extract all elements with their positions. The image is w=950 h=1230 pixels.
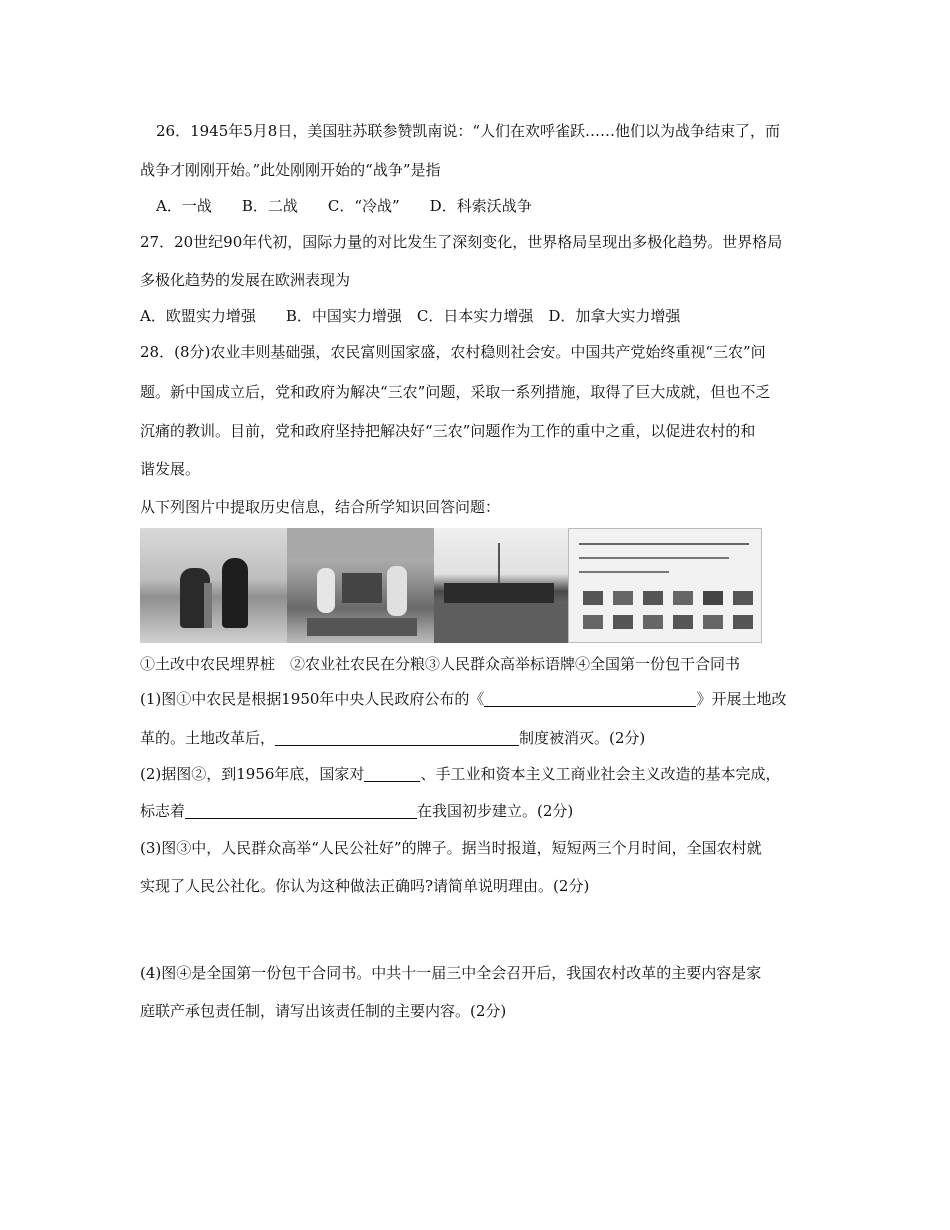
q28-sub2-line2 [140, 801, 573, 821]
q28-line2: 题。新中国成立后，党和政府为解决“三农”问题，采取一系列措施，取得了巨大成就，但也不乏 [140, 383, 771, 401]
answer-blank-transformation-target[interactable] [364, 765, 420, 782]
q28-sub1-line2 [140, 728, 645, 748]
q28-sub1-text-a: (1)图①中农民是根据1950年中央人民政府公布的《 [140, 690, 485, 708]
q28-sub3-line2: 实现了人民公社化。你认为这种做法正确吗?请简单说明理由。(2分) [140, 877, 590, 895]
q28-sub3-line1: (3)图③中，人民群众高举“人民公社好”的牌子。据当时报道，短短两三个月时间，全国农村就 [140, 839, 762, 857]
q27-line1: 27．20世纪90年代初，国际力量的对比发生了深刻变化，世界格局呈现出多极化趋势。世界格局 [140, 233, 783, 251]
q28-prompt: 从下列图片中提取历史信息，结合所学知识回答问题： [140, 498, 501, 516]
q28-sub1-line1 [140, 689, 786, 709]
answer-blank-system-established[interactable] [185, 802, 417, 819]
photo-grain-distribution [287, 528, 434, 643]
q28-sub1-text-b: 》开展土地改 [696, 690, 787, 708]
photo-captions: ①土改中农民埋界桩 ②农业社农民在分粮③人民群众高举标语牌④全国第一份包干合同书 [140, 655, 741, 673]
q28-sub1-text-c: 革的。土地改革后， [140, 729, 276, 747]
photo-boundary-stake [140, 528, 287, 643]
q26-line1: 26．1945年5月8日，美国驻苏联参赞凯南说：“人们在欢呼雀跃……他们以为战争结束了，而 [156, 122, 781, 140]
q26-line2: 战争才刚刚开始。”此处刚刚开始的“战争”是指 [140, 161, 441, 179]
q28-sub1-text-d: 制度被消灭。(2分) [519, 729, 646, 747]
q28-line4: 谐发展。 [140, 460, 201, 478]
q28-sub2-text-a: (2)据图②，到1956年底，国家对 [140, 765, 365, 783]
q27-options: A．欧盟实力增强 B．中国实力增强 C．日本实力增强 D．加拿大实力增强 [140, 307, 681, 325]
q28-sub2-text-b: 、手工业和资本主义工商业社会主义改造的基本完成， [420, 765, 781, 783]
answer-blank-abolished-system[interactable] [275, 729, 519, 746]
answer-blank-land-law[interactable] [484, 690, 696, 707]
photo-slogan-signs [434, 528, 568, 643]
q28-sub2-text-d: 在我国初步建立。(2分) [417, 802, 574, 820]
photo-contract-document [568, 528, 762, 643]
q27-line2: 多极化趋势的发展在欧洲表现为 [140, 271, 351, 289]
q28-line3: 沉痛的教训。目前，党和政府坚持把解决好“三农”问题作为工作的重中之重，以促进农村的和 [140, 422, 756, 440]
photo-strip [140, 528, 762, 643]
q28-sub2-text-c: 标志着 [140, 802, 186, 820]
q28-sub2-line1 [140, 764, 780, 784]
q26-options: A．一战 B．二战 C．“冷战” D．科索沃战争 [156, 197, 532, 215]
q28-line1: 28．(8分)农业丰则基础强，农民富则国家盛，农村稳则社会安。中国共产党始终重视“三农”问 [140, 343, 766, 361]
q28-sub4-line1: (4)图④是全国第一份包干合同书。中共十一届三中全会召开后，我国农村改革的主要内容是家 [140, 964, 762, 982]
q28-sub4-line2: 庭联产承包责任制，请写出该责任制的主要内容。(2分) [140, 1002, 507, 1020]
